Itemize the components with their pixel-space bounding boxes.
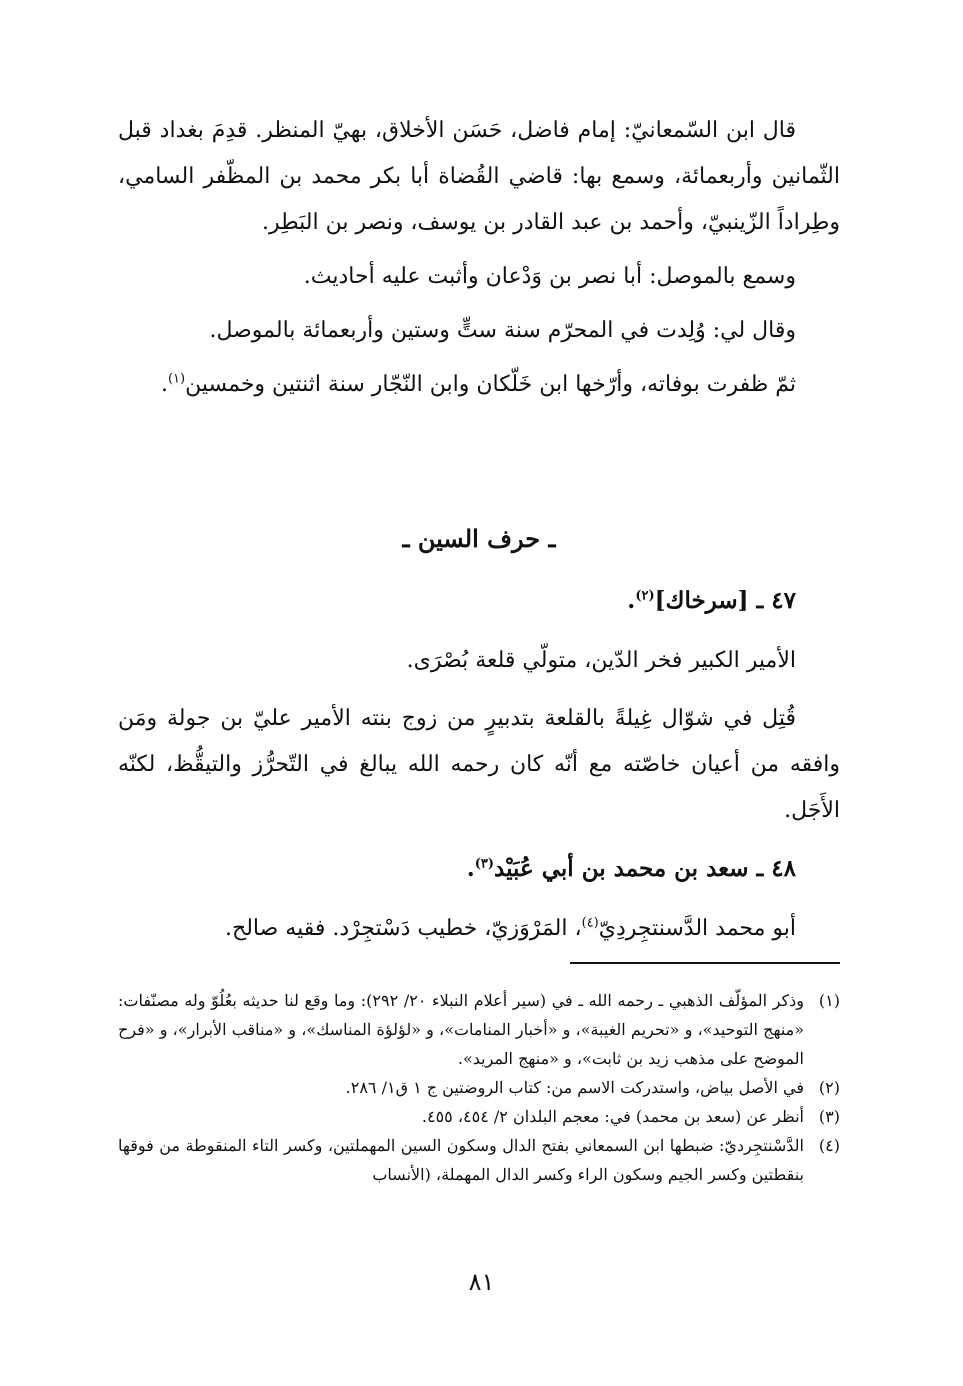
paragraph-biography: قال ابن السّمعانيّ: إمام فاضل، حَسَن الأخلاق، بهيّ المنظر. قدِمَ بغداد قبل الثّمانين وأربعمائة، وسمع بها: قاضي القُضاة أبا بكر محمد بن المظّفر السامي، وطِراداً الزّينبيّ، وأحمد بن عبد القادر بن يوسف، ونصر بن البَطِر. xyxy=(118,118,840,235)
paragraph-death xyxy=(118,362,840,408)
entry-47-title xyxy=(118,578,840,624)
entry-48-title-text: ٤٨ ـ سعد بن محمد بن أبي عُبَيْد xyxy=(494,855,796,882)
entry-48-nisba: أبو محمد الدَّسنتجِردِيّ xyxy=(598,916,796,941)
paragraph-mosul-hearing: وسمع بالموصل: أبا نصر بن وَدْعان وأثبت عليه أحاديث. xyxy=(303,264,796,289)
entry-47-death: قُتِل في شوّال غِيلةً بالقلعة بتدبيرٍ من زوج بنته الأمير عليّ بن جولة ومَن وافقه من أعيان خاصّته مع أنّه كان رحمه الله يبالغ في التّحرُّز والتيقُّظ، لكنّه الأَجَل. xyxy=(118,706,840,823)
entry-48-rest: ، المَرْوَزيّ، خطيب دَسْتجِرْد. فقيه صالح. xyxy=(225,916,582,941)
paragraph-birth: وقال لي: وُلِدت في المحرّم سنة ستٍّ وستين وأربعمائة بالموصل. xyxy=(209,318,796,343)
footnote-2-text: في الأصل بياض، واستدركت الاسم من: كتاب الروضتين ج ١ ق١/ ٢٨٦. xyxy=(345,1078,804,1097)
entry-47 xyxy=(118,578,840,834)
footnote-separator xyxy=(570,962,840,964)
footnote-2 xyxy=(118,1073,840,1102)
footnote-1-text: وذكر المؤلّف الذهبي ـ رحمه الله ـ في (سير أعلام النبلاء ٢٠/ ٢٩٢): وما وقع لنا حديثه بعُلُوّ وله مصنّفات: «منهج التوحيد»، و «تحريم الغيبة»، و «أخبار المنامات»، و «لؤلؤة المناسك»، و «مناقب الأبرار»، و «فرح الموضح على مذهب زيد بن ثابت»، و «منهج المريد». xyxy=(118,991,805,1068)
footnote-ref-2: (٢) xyxy=(635,588,655,604)
page-number: ٨١ xyxy=(468,1268,495,1296)
footnote-4-text: الدَّسْنتجِرديّ: ضبطها ابن السمعاني بفتح الدال وسكون السين المهملتين، وكسر التاء المنقوطة من فوقها بنقطتين وكسر الجيم وسكون الراء وكسر الدال المهملة، (الأنساب xyxy=(118,1136,804,1184)
footnote-1 xyxy=(118,986,840,1073)
entry-48-title-end: . xyxy=(466,855,475,882)
entry-48-title xyxy=(118,846,840,892)
paragraph-death-text: ثمّ ظفرت بوفاته، وأرّخها ابن خَلّكان وابن النّجّار سنة اثنتين وخمسين xyxy=(185,372,796,397)
paragraph-death-end: . xyxy=(160,372,168,397)
footnote-4-number: (٤) xyxy=(818,1136,840,1155)
footnote-1-number: (١) xyxy=(818,991,840,1010)
entry-48 xyxy=(118,846,840,952)
footnote-ref-3: (٣) xyxy=(474,856,495,872)
entry-47-title-end: . xyxy=(627,587,636,614)
section-heading: ـ حرف السين ـ xyxy=(402,524,556,553)
main-text-top xyxy=(118,108,840,408)
entry-48-description xyxy=(118,906,840,952)
entry-47-title-text: ٤٧ ـ [سرخاك] xyxy=(654,587,796,614)
footnote-ref-4: (٤) xyxy=(581,915,599,931)
entry-47-description: الأمير الكبير فخر الدّين، متولّي قلعة بُصْرَى. xyxy=(406,648,796,673)
footnote-2-number: (٢) xyxy=(818,1078,840,1097)
footnote-4 xyxy=(118,1131,840,1189)
footnotes xyxy=(118,986,840,1189)
footnote-3 xyxy=(118,1102,840,1131)
footnote-3-text: أنظر عن (سعد بن محمد) في: معجم البلدان ٢/ ٤٥٤، ٤٥٥. xyxy=(421,1107,804,1126)
footnote-3-number: (٣) xyxy=(818,1107,840,1126)
footnote-ref-1: (١) xyxy=(167,371,186,387)
